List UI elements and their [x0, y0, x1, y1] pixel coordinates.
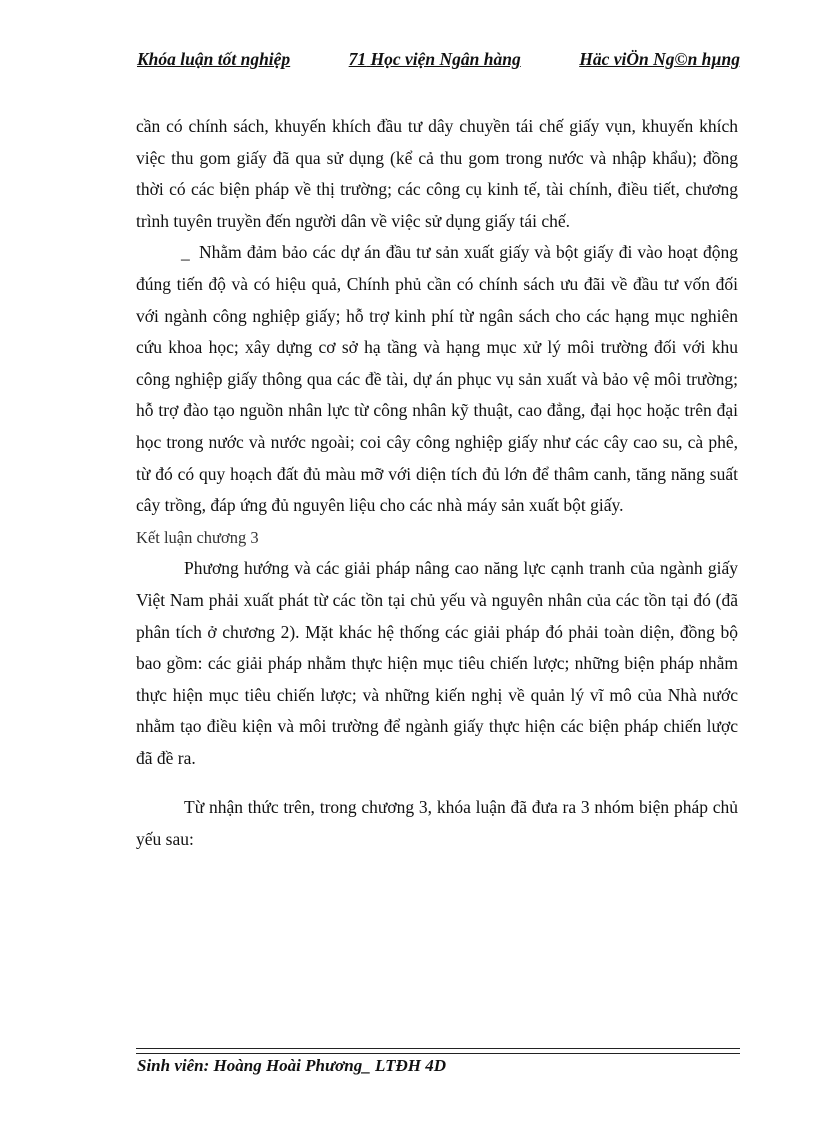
section-heading: Kết luận chương 3 [136, 527, 259, 547]
footer-divider [136, 1048, 740, 1054]
header-school-name: Học viện Ngân hàng [370, 49, 521, 69]
header-thesis-title: Khóa luận tốt nghiệp [137, 49, 291, 69]
page-footer: Sinh viên: Hoàng Hoài Phương_ LTĐH 4D [137, 1056, 446, 1075]
page-header [137, 49, 740, 70]
bullet-dash: _ [181, 242, 190, 263]
paragraph-conclusion: Phương hướng và các giải pháp nâng cao năng lực cạnh tranh của ngành giấy Việt Nam phải xuất phát từ các tồn tại chủ yếu và nguyên nhân của các tồn tại đó (đã phân tích ở chương 2). Mặt khác hệ thống các giải pháp đó phải toàn diện, đồng bộ bao gồm: các giải pháp nhằm thực hiện mục tiêu chiến lược; những biện pháp nhằm thực hiện mục tiêu chiến lược; và những kiến nghị về quản lý vĩ mô của Nhà nước nhằm tạo điều kiện và môi trường để ngành giấy thực hiện các biện pháp chiến lược đã đề ra. [136, 558, 738, 768]
header-page-and-school [349, 49, 521, 70]
page-number: 71 [348, 49, 367, 69]
paragraph-investment [136, 237, 738, 521]
document-body [136, 111, 738, 856]
paragraph-investment-text: Nhằm đảm bảo các dự án đầu tư sản xuất giấy và bột giấy đi vào hoạt động đúng tiến độ và có hiệu quả, Chính phủ cần có chính sách ưu đãi về đầu tư vốn đối với ngành công nghiệp giấy; hỗ trợ kinh phí từ ngân sách cho các hạng mục nghiên cứu khoa học; xây dựng cơ sở hạ tầng và hạng mục xử lý môi trường đối với khu công nghiệp giấy thông qua các đề tài, dự án phục vụ sản xuất và bảo vệ môi trường; hỗ trợ đào tạo nguồn nhân lực từ công nhân kỹ thuật, cao đẳng, đại học hoặc trên đại học trong nước và nước ngoài; coi cây công nghiệp giấy như các cây cao su, cà phê, từ đó có quy hoạch đất đủ màu mỡ với diện tích đủ lớn để thâm canh, tăng năng suất cây trồng, đáp ứng đủ nguyên liệu cho các nhà máy sản xuất bột giấy. [136, 242, 738, 516]
header-school-name-legacy-font: Häc viÖn Ng©n hµng [579, 49, 740, 69]
paragraph-recycling: cần có chính sách, khuyến khích đầu tư dây chuyền tái chế giấy vụn, khuyến khích việc thu gom giấy đã qua sử dụng (kể cả thu gom trong nước và nhập khẩu); đồng thời có các biện pháp về thị trường; các công cụ kinh tế, tài chính, điều tiết, chương trình tuyên truyền đến người dân về việc sử dụng giấy tái chế. [136, 116, 738, 231]
paragraph-summary: Từ nhận thức trên, trong chương 3, khóa luận đã đưa ra 3 nhóm biện pháp chủ yếu sau: [136, 797, 738, 850]
